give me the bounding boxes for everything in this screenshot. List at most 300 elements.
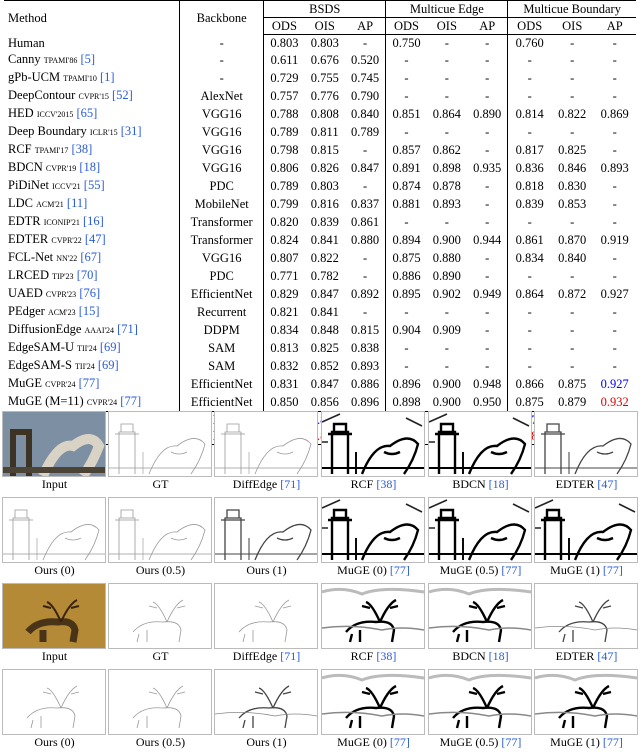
method-name: LRCED TIP'23 [70]	[8, 268, 98, 282]
citation-link[interactable]: [52]	[108, 88, 133, 102]
header-group: BSDS	[264, 1, 386, 18]
figure-panel	[214, 411, 319, 491]
method-name: EdgeSAM-U TII'24 [69]	[8, 340, 121, 354]
value-cell: -	[612, 269, 617, 283]
value-cell: -	[508, 213, 551, 231]
value-cell: 0.815	[310, 143, 339, 157]
panel-caption: MuGE (0.5) [77]	[439, 563, 522, 577]
value-cell: -	[444, 53, 449, 67]
panel-caption: Ours (0)	[34, 735, 75, 749]
venue-label: CVPR'24	[86, 398, 118, 407]
panel-image	[428, 411, 532, 477]
edge-map	[429, 498, 531, 562]
citation-link[interactable]: [77]	[602, 563, 623, 577]
value-cell: 0.841	[310, 305, 339, 319]
figure-panel	[2, 669, 107, 749]
value-cell: 0.856	[310, 395, 339, 409]
value-cell: 0.832	[264, 357, 305, 375]
backbone-cell: Recurrent	[180, 303, 264, 321]
method-name: UAED CVPR'23 [76]	[8, 286, 101, 300]
method-name: PiDiNet ICCV'21 [55]	[8, 178, 105, 192]
edge-map	[322, 412, 424, 476]
method-name: DiffusionEdge AAAI'24 [71]	[8, 322, 138, 336]
value-cell: 0.878	[432, 179, 461, 193]
value-cell: 0.789	[264, 123, 305, 141]
value-cell: -	[363, 269, 368, 283]
value-cell: -	[386, 213, 427, 231]
table-row	[4, 87, 636, 105]
value-cell: -	[444, 71, 449, 85]
citation-link[interactable]: [67]	[77, 250, 102, 264]
figure-panel	[321, 411, 426, 491]
value-cell: 0.750	[386, 35, 427, 52]
value-cell: -	[485, 341, 490, 355]
value-cell: 0.839	[310, 215, 339, 229]
value-cell: -	[508, 87, 551, 105]
value-cell: -	[570, 125, 575, 139]
value-cell: 0.880	[351, 233, 380, 247]
backbone-cell: Transformer	[180, 213, 264, 231]
value-cell: 0.790	[351, 89, 380, 103]
method-name: FCL-Net NN'22 [67]	[8, 250, 102, 264]
panel-image	[428, 583, 532, 649]
table-row	[4, 69, 636, 87]
value-cell: 0.875	[558, 377, 587, 391]
method-name: EDTER CVPR'22 [47]	[8, 232, 106, 246]
panel-caption: Ours (1)	[246, 735, 287, 749]
citation-link[interactable]: [38]	[376, 477, 397, 491]
value-cell: 0.831	[264, 375, 305, 393]
backbone-cell: SAM	[180, 357, 264, 375]
citation-link[interactable]: [65]	[73, 106, 98, 120]
value-cell: 0.875	[386, 249, 427, 267]
value-cell: 0.893	[432, 197, 461, 211]
value-cell: 0.919	[600, 233, 629, 247]
method-name: PEdger ACM'23 [15]	[8, 304, 100, 318]
backbone-cell: PDC	[180, 177, 264, 195]
value-cell: -	[386, 69, 427, 87]
citation-link[interactable]: [47]	[597, 477, 618, 491]
citation-link[interactable]: [47]	[81, 232, 106, 246]
header-metric: AP	[345, 18, 386, 35]
figure-panel	[534, 411, 639, 491]
figure-panel	[534, 497, 639, 577]
value-cell: 0.853	[558, 197, 587, 211]
edge-map	[429, 670, 531, 734]
value-cell: 0.520	[351, 53, 380, 67]
value-cell: 0.816	[310, 197, 339, 211]
figure-panel	[214, 669, 319, 749]
header-group: Multicue Edge	[386, 1, 508, 18]
panel-image	[534, 497, 638, 563]
value-cell: 0.841	[310, 233, 339, 247]
header-metric: OIS	[305, 18, 345, 35]
edge-map	[109, 670, 211, 734]
citation-link[interactable]: [71]	[280, 477, 301, 491]
panel-caption: MuGE (1) [77]	[550, 563, 623, 577]
method-name: BDCN CVPR'19 [18]	[8, 160, 101, 174]
panel-image	[108, 497, 212, 563]
figure-panel	[108, 583, 213, 663]
value-cell: -	[444, 359, 449, 373]
edge-map	[3, 498, 105, 562]
value-cell: -	[485, 179, 490, 193]
value-cell: 0.902	[432, 287, 461, 301]
method-name: EDTR ICONIP'21 [16]	[8, 214, 104, 228]
value-cell: 0.862	[432, 143, 461, 157]
value-cell: -	[444, 305, 449, 319]
citation-link[interactable]: [47]	[597, 649, 618, 663]
figure-panel	[428, 497, 533, 577]
header-metric: AP	[593, 18, 636, 35]
value-cell: 0.803	[264, 35, 305, 52]
venue-label: CVPR'15	[78, 92, 109, 101]
table-row	[4, 339, 636, 357]
panel-caption: Ours (0)	[34, 563, 75, 577]
value-cell: -	[444, 125, 449, 139]
value-cell: -	[612, 125, 617, 139]
figure-panel	[2, 583, 107, 663]
citation-link[interactable]: [69]	[96, 340, 121, 354]
citation-link[interactable]: [15]	[75, 304, 100, 318]
value-cell: 0.818	[508, 177, 551, 195]
value-cell: -	[386, 87, 427, 105]
value-cell: 0.760	[508, 35, 551, 52]
panel-image	[2, 497, 106, 563]
header-metric: AP	[467, 18, 508, 35]
value-cell: 0.757	[264, 87, 305, 105]
value-cell: 0.949	[473, 287, 502, 301]
value-cell: -	[508, 51, 551, 69]
figure-panel	[321, 497, 426, 577]
value-cell: 0.789	[264, 177, 305, 195]
figure-panel	[534, 583, 639, 663]
value-cell: 0.886	[386, 267, 427, 285]
citation-link[interactable]: [77]	[501, 735, 522, 749]
value-cell: 0.847	[310, 287, 339, 301]
value-cell: 0.813	[264, 339, 305, 357]
panel-caption: BDCN [18]	[452, 477, 509, 491]
header-metric: OIS	[551, 18, 593, 35]
citation-link[interactable]: [38]	[376, 649, 397, 663]
value-cell: -	[612, 305, 617, 319]
panel-image	[108, 411, 212, 477]
value-cell: 0.838	[351, 341, 380, 355]
value-cell: 0.821	[264, 303, 305, 321]
value-cell: -	[570, 53, 575, 67]
citation-link[interactable]: [11]	[63, 196, 88, 210]
value-cell: 0.898	[386, 393, 427, 412]
method-name: gPb-UCM TPAMI'10 [1]	[8, 70, 115, 84]
venue-label: ICCV'21	[52, 182, 81, 191]
panel-caption: Ours (1)	[246, 563, 287, 577]
figure-panel	[321, 583, 426, 663]
input-photo	[3, 412, 105, 476]
value-cell: -	[508, 123, 551, 141]
citation-link[interactable]: [76]	[76, 286, 101, 300]
value-cell: -	[508, 357, 551, 375]
citation-link[interactable]: [1]	[96, 70, 115, 84]
header-backbone: Backbone	[180, 1, 264, 35]
value-cell: -	[386, 123, 427, 141]
panel-caption: EDTER [47]	[555, 477, 618, 491]
venue-label: CVPR'22	[51, 236, 82, 245]
value-cell: -	[485, 143, 490, 157]
value-cell: 0.881	[386, 195, 427, 213]
figure-panel	[321, 669, 426, 749]
value-cell: 0.909	[432, 323, 461, 337]
panel-image	[214, 669, 318, 735]
value-cell: 0.872	[558, 287, 587, 301]
citation-link[interactable]: [5]	[77, 52, 96, 66]
value-cell: 0.948	[473, 377, 502, 391]
venue-label: AAAI'24	[84, 326, 114, 335]
value-cell: -	[485, 53, 490, 67]
citation-link[interactable]: [77]	[389, 735, 410, 749]
citation-link[interactable]: [77]	[501, 563, 522, 577]
backbone-cell: Transformer	[180, 231, 264, 249]
panel-image	[428, 497, 532, 563]
value-cell: -	[363, 179, 368, 193]
panel-image	[321, 411, 425, 477]
panel-image	[214, 583, 318, 649]
method-name: DeepContour CVPR'15 [52]	[8, 88, 133, 102]
value-cell: 0.927	[600, 377, 629, 391]
table-row	[4, 195, 636, 213]
table-row	[4, 375, 636, 393]
panel-caption: GT	[152, 649, 169, 663]
value-cell: 0.824	[264, 231, 305, 249]
panel-caption: MuGE (1) [77]	[550, 735, 623, 749]
header-metric: OIS	[427, 18, 467, 35]
value-cell: 0.817	[508, 141, 551, 159]
value-cell: 0.874	[386, 177, 427, 195]
value-cell: 0.851	[386, 105, 427, 123]
panel-image	[534, 669, 638, 735]
edge-map	[109, 412, 211, 476]
value-cell: 0.822	[310, 251, 339, 265]
value-cell: 0.864	[432, 107, 461, 121]
value-cell: -	[363, 251, 368, 265]
header-metric: ODS	[386, 18, 427, 35]
value-cell: -	[386, 357, 427, 375]
backbone-cell: AlexNet	[180, 87, 264, 105]
panel-caption: Input	[41, 477, 68, 491]
backbone-cell: PDC	[180, 267, 264, 285]
value-cell: 0.852	[310, 359, 339, 373]
value-cell: 0.893	[351, 359, 380, 373]
value-cell: -	[612, 197, 617, 211]
citation-link[interactable]: [71]	[113, 322, 138, 336]
value-cell: -	[570, 71, 575, 85]
venue-label: ICLR'15	[89, 128, 118, 137]
table-row	[4, 141, 636, 159]
citation-link[interactable]: [16]	[79, 214, 104, 228]
citation-link[interactable]: [77]	[602, 735, 623, 749]
value-cell: 0.895	[386, 285, 427, 303]
value-cell: -	[485, 269, 490, 283]
value-cell: -	[612, 53, 617, 67]
value-cell: -	[485, 125, 490, 139]
value-cell: -	[612, 89, 617, 103]
header-method: Method	[4, 1, 180, 35]
value-cell: 0.927	[600, 287, 629, 301]
figure-panel	[214, 583, 319, 663]
value-cell: 0.729	[264, 69, 305, 87]
value-cell: -	[508, 69, 551, 87]
citation-link[interactable]: [71]	[280, 649, 301, 663]
value-cell: -	[570, 359, 575, 373]
value-cell: 0.830	[558, 179, 587, 193]
figure-panel	[108, 411, 213, 491]
value-cell: 0.799	[264, 195, 305, 213]
value-cell: 0.803	[310, 36, 339, 50]
figure-panel	[428, 583, 533, 663]
value-cell: -	[485, 359, 490, 373]
value-cell: 0.900	[432, 233, 461, 247]
table-row	[4, 159, 636, 177]
value-cell: 0.837	[351, 197, 380, 211]
citation-link[interactable]: [77]	[75, 376, 100, 390]
value-cell: 0.807	[264, 249, 305, 267]
backbone-cell: EfficientNet	[180, 393, 264, 412]
value-cell: 0.891	[386, 159, 427, 177]
panel-image	[2, 411, 106, 477]
edge-map	[215, 498, 317, 562]
venue-label: ACM'23	[47, 308, 76, 317]
venue-label: CVPR'24	[45, 380, 76, 389]
value-cell: 0.900	[432, 377, 461, 391]
value-cell: -	[485, 251, 490, 265]
figure-panel	[428, 669, 533, 749]
figure-panel	[428, 411, 533, 491]
value-cell: 0.869	[600, 107, 629, 121]
value-cell: -	[570, 323, 575, 337]
edge-map	[535, 498, 637, 562]
method-name: RCF TPAMI'17 [38]	[8, 142, 93, 156]
input-photo	[3, 584, 105, 648]
value-cell: -	[485, 305, 490, 319]
value-cell: -	[363, 305, 368, 319]
value-cell: 0.890	[432, 269, 461, 283]
value-cell: 0.866	[508, 375, 551, 393]
value-cell: 0.900	[432, 395, 461, 409]
value-cell: 0.755	[310, 71, 339, 85]
venue-label: NN'22	[56, 254, 78, 263]
value-cell: 0.814	[508, 105, 551, 123]
panel-caption: Ours (0.5)	[135, 563, 186, 577]
value-cell: -	[485, 71, 490, 85]
panel-image	[321, 497, 425, 563]
value-cell: 0.789	[351, 125, 380, 139]
value-cell: 0.857	[386, 141, 427, 159]
citation-link[interactable]: [77]	[389, 563, 410, 577]
panel-caption: GT	[152, 477, 169, 491]
header-group: Multicue Boundary	[508, 1, 636, 18]
citation-link[interactable]: [55]	[80, 178, 105, 192]
value-cell: -	[444, 89, 449, 103]
method-name: Human	[8, 35, 45, 50]
citation-link[interactable]: [18]	[76, 160, 101, 174]
edge-map	[215, 670, 317, 734]
edge-map	[535, 584, 637, 648]
citation-link[interactable]: [18]	[488, 477, 509, 491]
value-cell: -	[363, 36, 368, 50]
value-cell: -	[508, 303, 551, 321]
value-cell: 0.811	[310, 125, 339, 139]
value-cell: 0.847	[310, 377, 339, 391]
venue-label: CVPR'19	[45, 164, 77, 173]
venue-label: TIP'23	[52, 272, 74, 281]
value-cell: 0.782	[310, 269, 339, 283]
panel-caption: Input	[41, 649, 68, 663]
figure-panel	[2, 411, 107, 491]
table-row	[4, 231, 636, 249]
panel-caption: EDTER [47]	[555, 649, 618, 663]
value-cell: -	[612, 71, 617, 85]
backbone-cell: -	[180, 51, 264, 69]
value-cell: 0.879	[558, 395, 587, 409]
value-cell: 0.870	[558, 233, 587, 247]
value-cell: -	[612, 323, 617, 337]
value-cell: 0.944	[473, 233, 502, 247]
citation-link[interactable]: [77]	[117, 394, 142, 408]
value-cell: 0.896	[351, 395, 380, 409]
value-cell: -	[485, 215, 490, 229]
venue-label: ICONIP'21	[43, 218, 80, 227]
value-cell: 0.815	[351, 323, 380, 337]
citation-link[interactable]: [38]	[68, 142, 93, 156]
venue-label: TII'24	[75, 362, 95, 371]
backbone-cell: DDPM	[180, 321, 264, 339]
table-row	[4, 303, 636, 321]
value-cell: -	[386, 339, 427, 357]
table-row	[4, 357, 636, 375]
edge-map	[109, 498, 211, 562]
figure-panel	[2, 497, 107, 577]
value-cell: 0.890	[473, 107, 502, 121]
table-row	[4, 105, 636, 123]
value-cell: -	[612, 179, 617, 193]
value-cell: -	[485, 197, 490, 211]
value-cell: 0.803	[310, 179, 339, 193]
panel-image	[2, 583, 106, 649]
panel-image	[2, 669, 106, 735]
backbone-cell: EfficientNet	[180, 375, 264, 393]
value-cell: -	[444, 341, 449, 355]
method-name: MuGE (M=11) CVPR'24 [77]	[8, 394, 142, 408]
citation-link[interactable]: [70]	[73, 268, 98, 282]
value-cell: 0.611	[264, 51, 305, 69]
panel-caption: RCF [38]	[350, 649, 397, 663]
value-cell: -	[508, 267, 551, 285]
venue-label: CVPR'23	[45, 290, 77, 299]
value-cell: 0.893	[600, 161, 629, 175]
figure-panel	[108, 669, 213, 749]
method-name: MuGE CVPR'24 [77]	[8, 376, 100, 390]
panel-caption: DiffEdge [71]	[232, 477, 301, 491]
citation-link[interactable]: [18]	[488, 649, 509, 663]
results-table	[4, 0, 636, 445]
table-row	[4, 285, 636, 303]
citation-link[interactable]: [31]	[117, 124, 142, 138]
venue-label: TPAMI'10	[63, 74, 97, 83]
panel-image	[321, 669, 425, 735]
value-cell: 0.822	[558, 107, 587, 121]
citation-link[interactable]: [69]	[94, 358, 119, 372]
value-cell: 0.848	[310, 323, 339, 337]
edge-map	[322, 670, 424, 734]
